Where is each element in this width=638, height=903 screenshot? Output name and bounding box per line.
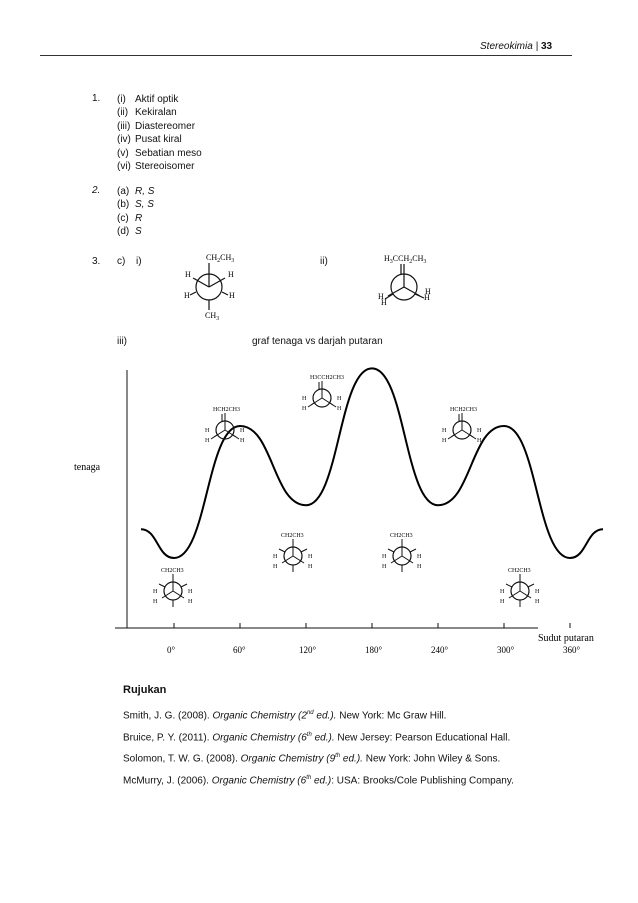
svg-text:H: H	[535, 599, 540, 605]
svg-text:H: H	[273, 554, 278, 560]
q2-item-text: R	[135, 212, 143, 224]
svg-text:H: H	[188, 599, 193, 605]
x-tick-label: 300°	[497, 645, 515, 655]
x-tick-label: 60°	[233, 645, 246, 655]
q2-item-label: (c)	[117, 212, 129, 224]
svg-text:H: H	[228, 270, 234, 279]
svg-text:H3CCH2CH3: H3CCH2CH3	[310, 375, 345, 381]
x-tick-label: 240°	[431, 645, 449, 655]
reference-t2: ed.)	[311, 774, 332, 786]
svg-text:H: H	[378, 292, 384, 301]
svg-text:H: H	[442, 438, 447, 444]
q1-item	[117, 93, 202, 106]
q3-part: c)	[117, 256, 126, 267]
reference-t: Organic Chemistry (6	[212, 731, 307, 743]
svg-text:H3CCH2CH3: $H_3CCH_2CH_3$	[384, 254, 427, 265]
reference-a: Smith, J. G. (2008).	[123, 710, 213, 722]
q1-item-label: (iii)	[117, 120, 131, 132]
svg-text:H: H	[302, 396, 307, 402]
svg-text:H: H	[477, 428, 482, 434]
newman-120deg	[273, 533, 313, 572]
q1-item	[117, 133, 202, 146]
q2-item-label: (d)	[117, 226, 130, 238]
svg-text:H: H	[477, 438, 482, 444]
reference-t2: ed.).	[311, 731, 335, 743]
reference-a: Bruice, P. Y. (2011).	[123, 731, 213, 743]
references-heading: Rujukan	[123, 684, 167, 696]
svg-text:H: H	[308, 564, 313, 570]
svg-text:H: H	[153, 589, 158, 595]
q1-item-text: Kekiralan	[135, 107, 177, 119]
svg-text:H: H	[417, 554, 422, 560]
q1-item	[117, 106, 202, 119]
svg-text:H: H	[442, 428, 447, 434]
q1-item-label: (iv)	[117, 134, 131, 146]
reference-item	[123, 710, 514, 732]
reference-t: Organic Chemistry (2	[212, 710, 307, 722]
svg-text:CH2CH3: CH2CH3	[281, 533, 304, 539]
q2-item-text: R, S	[135, 186, 155, 197]
svg-text:CH2CH3: $CH_2CH_3$	[206, 253, 235, 264]
reference-item	[123, 753, 514, 775]
reference-item	[123, 732, 514, 754]
reference-sup: nd	[306, 710, 314, 716]
q1-item-label: (ii)	[117, 107, 129, 119]
x-tick-label: 180°	[365, 645, 383, 655]
references-list	[123, 710, 514, 796]
newman-0deg	[153, 568, 193, 607]
header-sep: |	[535, 41, 539, 52]
svg-text:H: H	[417, 564, 422, 570]
x-axis-label: Sudut putaran	[538, 633, 594, 644]
svg-text:CH3: $CH_3$	[205, 311, 220, 320]
graph-title: graf tenaga vs darjah putaran	[252, 336, 383, 347]
header-title: Stereokimia	[480, 41, 533, 52]
reference-t2: ed.).	[340, 753, 363, 765]
svg-text:H: H	[425, 287, 431, 296]
page-header	[480, 41, 552, 52]
svg-text:H: H	[302, 406, 307, 412]
svg-text:H: H	[535, 589, 540, 595]
y-axis-label: tenaga	[74, 462, 101, 473]
q2-item-text: S, S	[135, 199, 154, 211]
svg-text:H: H	[382, 554, 387, 560]
reference-b: New York: Mc Graw Hill.	[336, 710, 447, 722]
q3-i-label: i)	[136, 256, 142, 267]
reference-sup: th	[335, 753, 341, 759]
q3-number: 3.	[92, 256, 101, 267]
q2-item	[117, 212, 154, 225]
svg-text:H: H	[382, 564, 387, 570]
newman-240deg	[382, 533, 422, 572]
newman-180deg	[302, 375, 344, 412]
svg-text:H: H	[184, 291, 190, 300]
reference-t: Organic Chemistry (9	[240, 753, 336, 765]
q3-iii-label: iii)	[117, 336, 127, 347]
q3-ii-label: ii)	[320, 256, 328, 267]
reference-a: McMurry, J. (2006).	[123, 774, 212, 786]
svg-text:H: H	[337, 406, 342, 412]
q1-item-text: Sebatian meso	[135, 147, 202, 159]
svg-text:H: H	[500, 589, 505, 595]
reference-t2: ed.).	[313, 710, 337, 722]
svg-text:CH2CH3: CH2CH3	[508, 568, 531, 574]
q2-item	[117, 198, 154, 211]
svg-text:H: H	[381, 298, 387, 307]
svg-text:H: H	[153, 599, 158, 605]
svg-text:H: H	[185, 270, 191, 279]
q1-number: 1.	[92, 93, 101, 104]
q1-list	[117, 93, 202, 173]
q1-item-text: Diastereomer	[135, 120, 196, 132]
svg-text:H: H	[337, 396, 342, 402]
q1-item	[117, 147, 202, 160]
svg-text:CH2CH3: CH2CH3	[161, 568, 184, 574]
q2-list	[117, 185, 154, 239]
q2-item-text: S	[135, 226, 142, 238]
svg-text:HCH2CH3: HCH2CH3	[450, 407, 478, 413]
q1-item-label: (i)	[117, 94, 126, 105]
svg-text:H: H	[424, 293, 430, 302]
svg-text:H: H	[500, 599, 505, 605]
svg-text:H: H	[240, 438, 245, 444]
x-tick-label: 360°	[563, 645, 581, 655]
svg-text:H: H	[205, 438, 210, 444]
svg-text:H: H	[188, 589, 193, 595]
x-tick-label: 120°	[299, 645, 317, 655]
reference-t: Organic Chemistry (6	[211, 774, 307, 786]
header-rule	[40, 55, 572, 56]
q1-item	[117, 160, 202, 173]
svg-text:H: H	[229, 291, 235, 300]
svg-text:CH2CH3: CH2CH3	[390, 533, 413, 539]
q1-item-text: Aktif optik	[135, 94, 179, 105]
svg-text:H: H	[273, 564, 278, 570]
q2-item-label: (b)	[117, 199, 130, 211]
reference-item	[123, 775, 514, 797]
energy-curve	[141, 368, 603, 558]
q1-item-text: Stereoisomer	[135, 161, 195, 173]
page-number: 33	[540, 41, 553, 52]
q1-item-label: (vi)	[117, 161, 131, 173]
q2-item	[117, 225, 154, 238]
newman-projection-ii	[374, 250, 464, 310]
q2-item-label: (a)	[117, 186, 130, 197]
q2-number: 2.	[92, 185, 101, 196]
energy-diagram	[60, 360, 620, 660]
reference-a: Solomon, T. W. G. (2008).	[123, 753, 241, 765]
q1-item	[117, 120, 202, 133]
newman-360deg	[500, 568, 540, 607]
x-tick-label: 0°	[167, 645, 176, 655]
svg-text:HCH2CH3: HCH2CH3	[213, 407, 241, 413]
svg-text:H: H	[308, 554, 313, 560]
svg-text:H: H	[205, 428, 210, 434]
svg-text:H: H	[240, 428, 245, 434]
reference-b: New York: John Wiley & Sons.	[362, 753, 501, 765]
q1-item-text: Pusat kiral	[135, 134, 182, 146]
q2-item	[117, 185, 154, 198]
reference-sup: th	[306, 774, 312, 781]
reference-b: New Jersey: Pearson Educational Hall.	[334, 731, 511, 743]
q1-item-label: (v)	[117, 147, 129, 159]
newman-projection-i	[175, 250, 245, 320]
newman-300deg	[442, 407, 482, 444]
reference-sup: th	[306, 731, 312, 738]
reference-b: : USA: Brooks/Cole Publishing Company.	[331, 774, 514, 786]
